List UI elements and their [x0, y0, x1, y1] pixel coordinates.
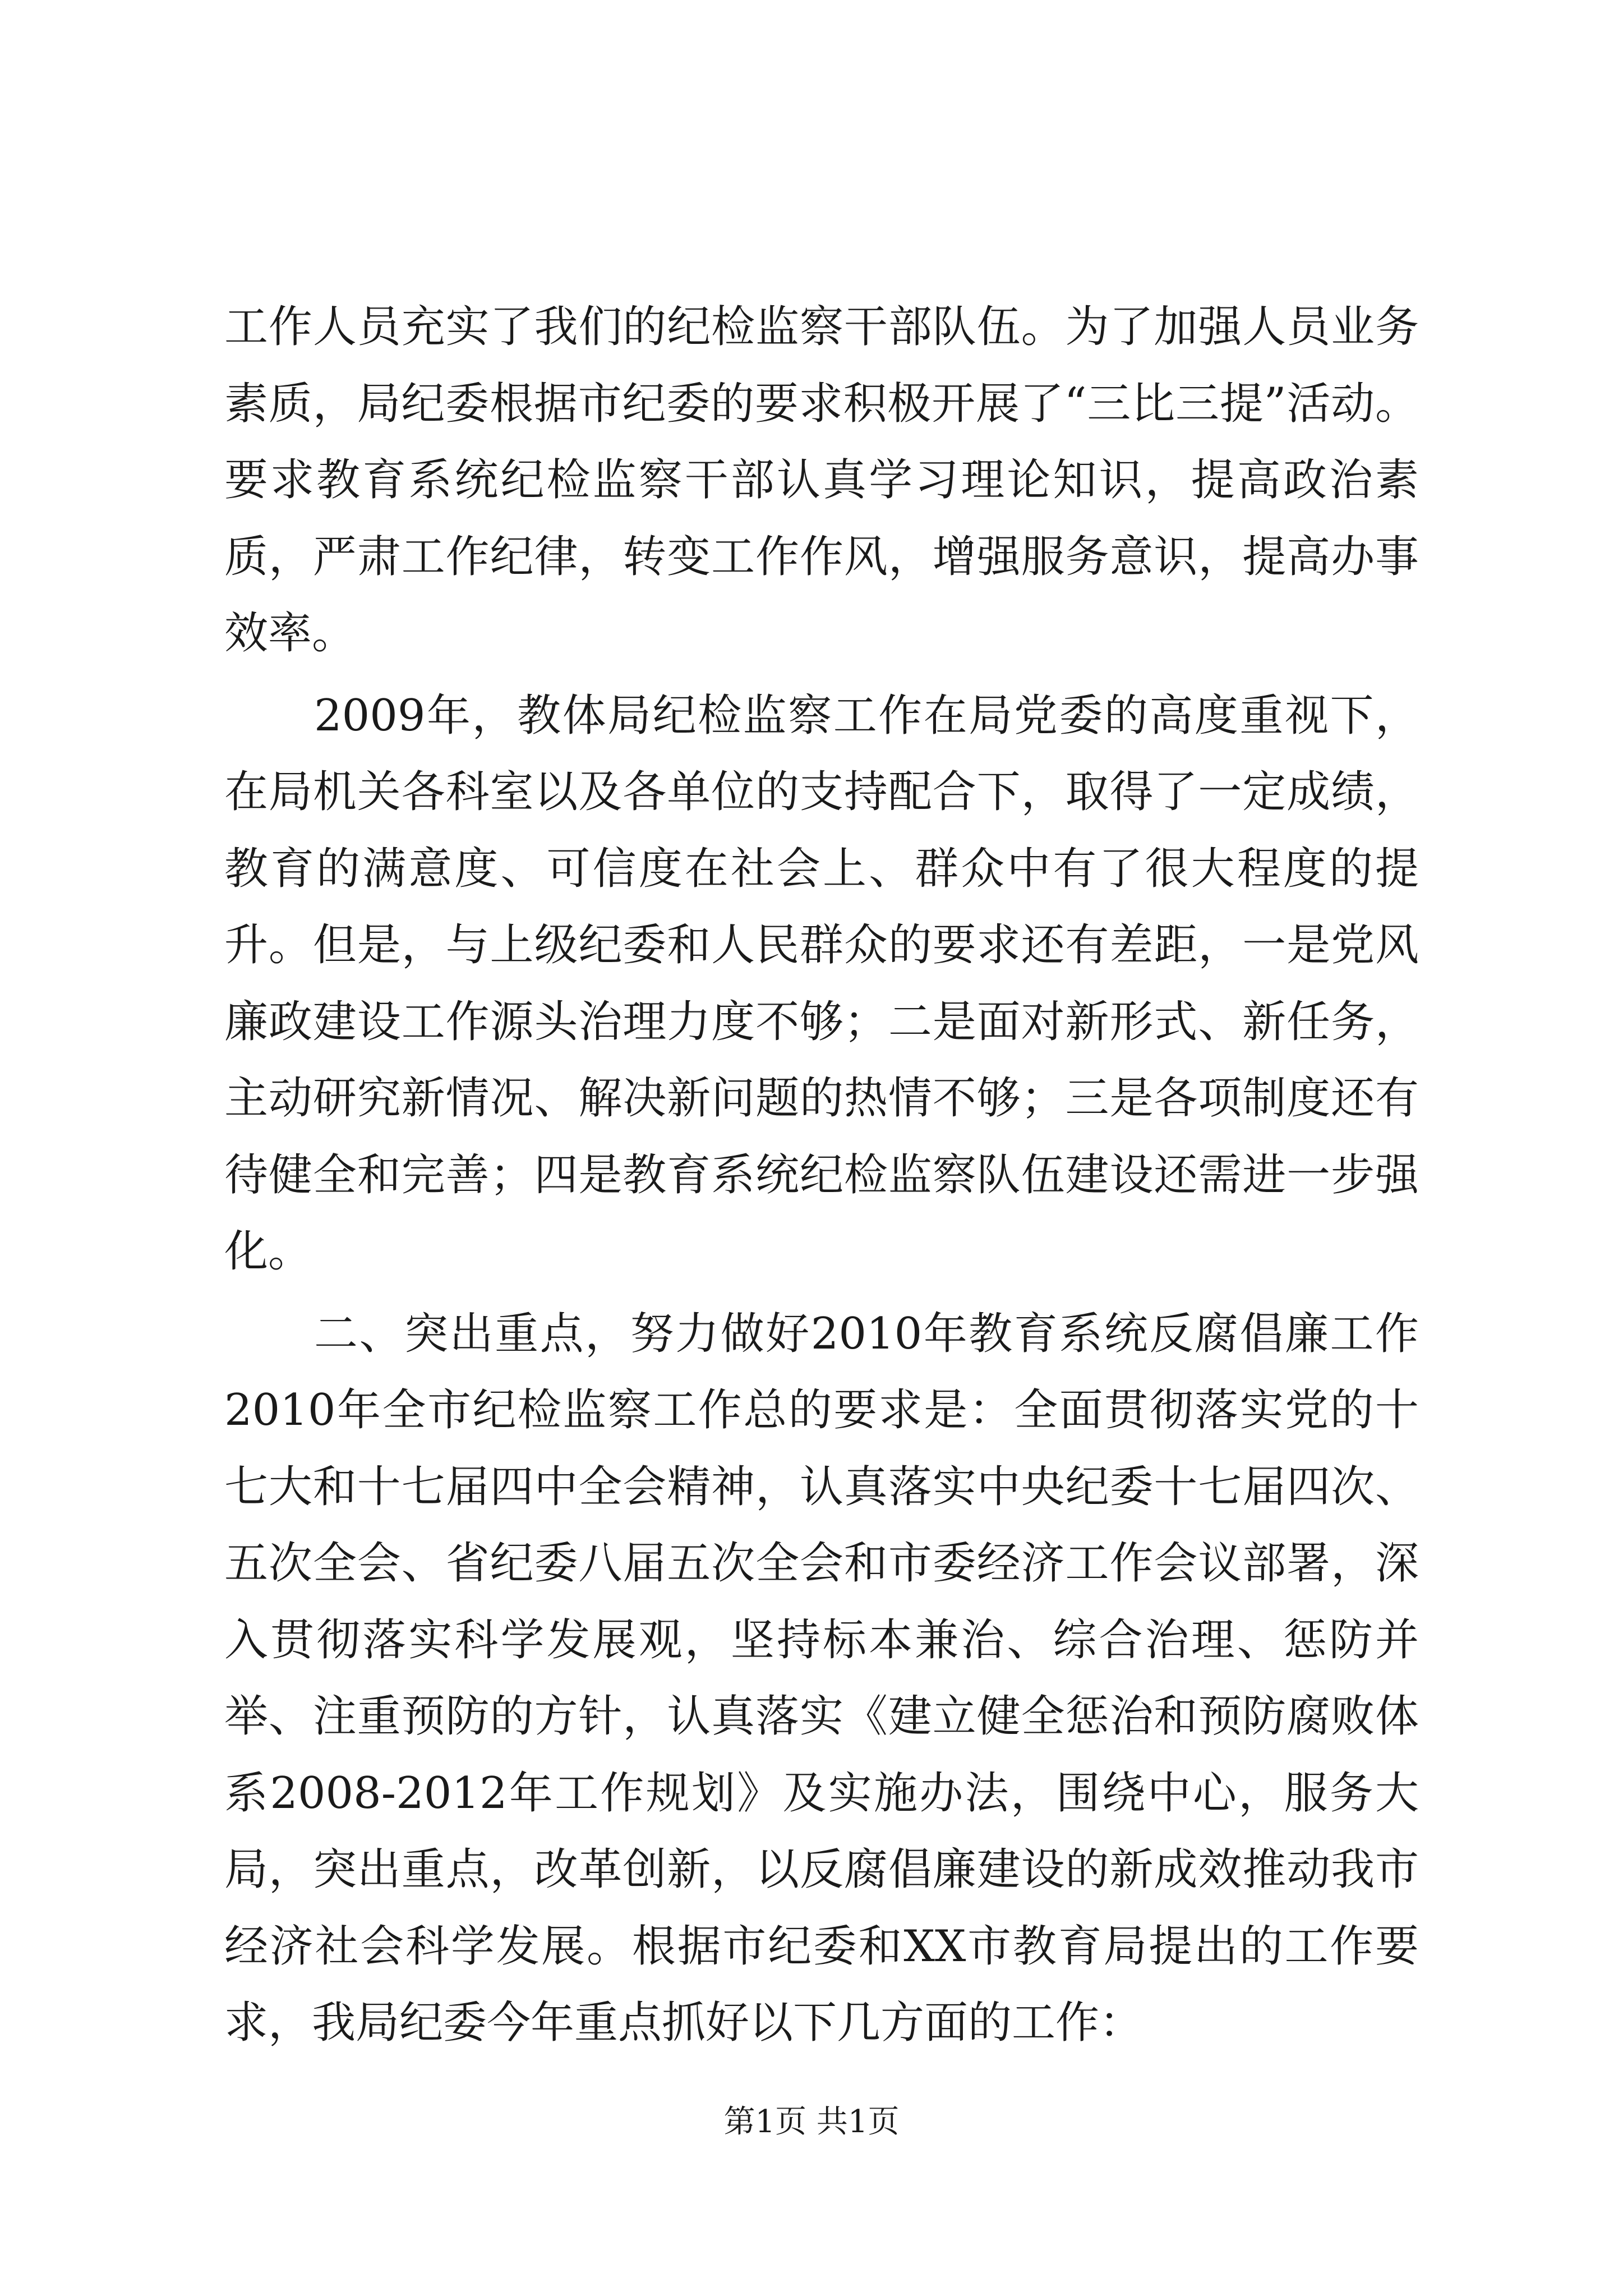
document-body [224, 289, 1419, 2062]
paragraph-continuation: 工作人员充实了我们的纪检监察干部队伍。为了加强人员业务素质，局纪委根据市纪委的要求积极开展了“三比三提”活动。要求教育系统纪检监察干部认真学习理论知识，提高政治素质，严肃工作纪律，转变工作作风，增强服务意识，提高办事效率。 [224, 302, 1419, 659]
page-footer: 第1页 共1页 [723, 2104, 900, 2140]
paragraph-section-two: 二、突出重点，努力做好2010年教育系统反腐倡廉工作2010年全市纪检监察工作总的要求是：全面贯彻落实党的十七大和十七届四中全会精神，认真落实中央纪委十七届四次、五次全会、省纪委八届五次全会和市委经济工作会议部署，深入贯彻落实科学发展观，坚持标本兼治、综合治理、惩防并举、注重预防的方针，认真落实《建立健全惩治和预防腐败体系2008-2012年工作规划》及实施办法，围绕中心，服务大局，突出重点，改革创新，以反腐倡廉建设的新成效推动我市经济社会科学发展。根据市纪委和XX市教育局提出的工作要求，我局纪委今年重点抓好以下几方面的工作： [224, 1308, 1419, 2048]
paragraph-2009-summary: 2009年，教体局纪检监察工作在局党委的高度重视下，在局机关各科室以及各单位的支持配合下，取得了一定成绩，教育的满意度、可信度在社会上、群众中有了很大程度的提升。但是，与上级纪委和人民群众的要求还有差距，一是党风廉政建设工作源头治理力度不够；二是面对新形式、新任务，主动研究新情况、解决新问题的热情不够；三是各项制度还有待健全和完善；四是教育系统纪检监察队伍建设还需进一步强化。 [224, 690, 1419, 1277]
